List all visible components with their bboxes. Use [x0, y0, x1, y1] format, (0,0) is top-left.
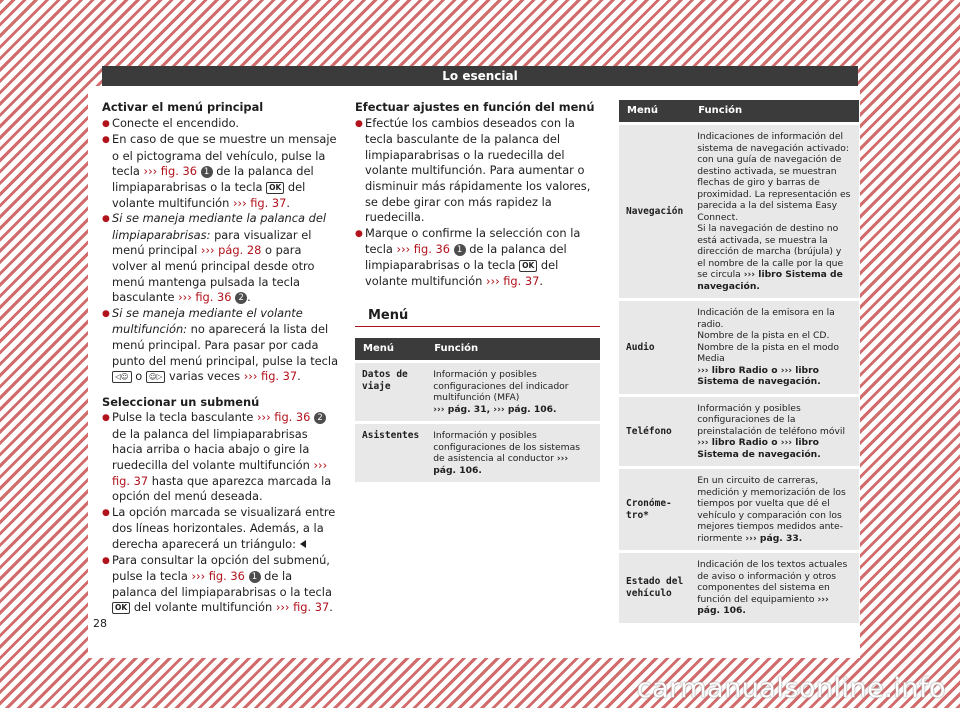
fig-link[interactable]: ››› fig. 37 — [485, 273, 540, 288]
fig-link[interactable]: ››› fig. 37 — [243, 369, 298, 384]
table-row — [619, 397, 859, 467]
list-item: ● Pulse la tecla basculante ››› fig. 36 2 de la palanca del limpiaparabrisas hacia arriba o hacia abajo o gire la ruedecilla del volante multifunción ››› fig. 37 hasta que aparezca marcada la opción del menú deseada. — [102, 410, 332, 504]
bullet-icon: ● — [355, 228, 363, 239]
page-link[interactable]: ››› pág. 106. — [433, 453, 569, 476]
table-row — [619, 553, 859, 623]
fig-link[interactable]: ››› fig. 37 — [112, 458, 328, 488]
table-row — [619, 469, 859, 550]
menu-cell: Estado del vehículo — [619, 553, 690, 623]
list-item: ● En caso de que se muestre un mensaje o el pictograma del vehículo, pulse la tecla ››› fig. 36 1 de la palanca del limpiaparabrisas o la tecla OK del volante multifunción ››› fig. 37. — [102, 132, 337, 210]
col-header-menu: Menú — [619, 100, 690, 122]
menu-cell: Teléfono — [619, 397, 690, 467]
function-cell: Información y posibles configuraciones del indicador multifunción (MFA) ››› pág. 31, ››› pág. 106. — [426, 363, 600, 421]
list-item: ● Marque o confirme la selección con la tecla ››› fig. 36 1 de la palanca del limpiaparabrisas o la tecla OK del volante multifunción ››› fig. 37. — [355, 225, 581, 288]
fig-link[interactable]: ››› fig. 36 — [191, 569, 245, 584]
fig-link[interactable]: ››› fig. 37 — [275, 600, 330, 615]
function-cell: Indicación de la emisora en la radio. Nombre de la pista en el CD. Nombre de la pista en el modo Media ››› libro Radio o ››› libro Sistema de navegación. — [690, 301, 859, 394]
fig-link[interactable]: ››› fig. 37 — [232, 195, 287, 210]
table-row — [355, 424, 600, 482]
function-cell: Indicación de los textos actuales de aviso o información y otros componentes del sistema en función del equipamiento ››› pág. 106. — [690, 553, 859, 623]
table-row — [619, 301, 859, 394]
menu-cell: Cronómetro* — [619, 469, 690, 550]
page-link[interactable]: ››› pág. 31, ››› pág. 106. — [433, 403, 557, 415]
callout-number: 2 — [314, 412, 326, 424]
book-link[interactable]: ››› libro Radio o ››› libro Sistema de navegación. — [697, 437, 821, 460]
table-row — [619, 125, 859, 298]
table-header-row — [619, 100, 859, 122]
book-link[interactable]: ››› libro Sistema de navegación. — [697, 269, 843, 292]
list-item: ● Efectúe los cambios deseados con la tecla basculante de la palanca del limpiaparabrisas o la ruedecilla del volante multifunción. Para aumentar o disminuir más rápidamente los valores, se debe girar con más rapidez la ruedecilla. — [355, 115, 591, 225]
callout-number: 2 — [235, 292, 247, 304]
section-title-menu: Menú — [355, 306, 600, 327]
fig-link[interactable]: ››› fig. 36 — [396, 242, 450, 257]
ok-key-icon: OK — [519, 260, 537, 272]
bullet-icon: ● — [102, 118, 110, 129]
callout-number: 1 — [454, 244, 466, 256]
menu-table-2 — [619, 97, 859, 626]
right-key-icon: ☺▷ — [146, 371, 166, 383]
fig-link[interactable]: ››› fig. 36 — [178, 290, 232, 305]
page-link[interactable]: ››› pág. 106. — [697, 593, 829, 616]
bullet-icon: ● — [102, 308, 110, 319]
page-link[interactable]: ››› pág. 33. — [745, 532, 803, 544]
bullet-icon: ● — [102, 507, 110, 518]
function-cell: Información y posibles configuraciones de la preinstalación de teléfono móvil ››› libro Radio o ››› libro Sistema de navegación. — [690, 397, 859, 467]
fig-link[interactable]: ››› fig. 36 — [256, 410, 311, 425]
function-cell: Información y posibles configuraciones de los sistemas de asistencia al conductor ››› pág. 106. — [426, 424, 600, 482]
function-cell: Indicaciones de información del sistema de navegación activado: con una guía de navegación de destino activada, se muestran flechas de giro y barras de proximidad. La representación es parecida a la del sistema Easy Connect. Si la navegación de destino no está activada, se muestra la dirección de marcha (brújula) y el nombre de la calle por la que se circula ››› libro Sistema de navegación. — [690, 125, 859, 298]
page-link[interactable]: ››› pág. 28 — [200, 243, 262, 258]
bullet-icon: ● — [355, 118, 363, 129]
column-left — [102, 100, 340, 616]
function-cell: En un circuito de carreras, medición y memorización de los tiempos por vuelta que dé el vehículo y comparación con los mejores tiempos medidos anteriormente ››› pág. 33. — [690, 469, 859, 550]
menu-cell: Navegación — [619, 125, 690, 298]
left-key-icon: ◁☺ — [112, 371, 132, 383]
section-header: Lo esencial — [102, 66, 858, 86]
column-middle — [355, 100, 600, 289]
fig-link[interactable]: ››› fig. 36 — [143, 164, 197, 179]
menu-cell: Asistentes — [355, 424, 426, 482]
triangle-left-icon — [300, 540, 306, 548]
bullet-icon: ● — [102, 214, 110, 225]
watermark: carmanualsonline.info — [636, 673, 946, 704]
heading-adjust-settings: Efectuar ajustes en función del menú — [355, 100, 595, 114]
heading-submenu: Seleccionar un submenú — [102, 394, 260, 409]
list-item: ● La opción marcada se visualizará entre dos líneas horizontales. Además, a la derecha aparecerá un triángulo: — [102, 504, 336, 552]
col-header-menu: Menú — [355, 338, 426, 360]
col-header-function: Función — [690, 100, 859, 122]
menu-table-1 — [355, 335, 600, 485]
list-item: ● Para consultar la opción del submenú, pulse la tecla ››› fig. 36 1 de la palanca del limpiaparabrisas o la tecla OK del volante multifunción ››› fig. 37. — [102, 552, 333, 615]
bullet-icon: ● — [102, 135, 110, 146]
menu-cell: Datos de viaje — [355, 363, 426, 421]
ok-key-icon: OK — [266, 182, 284, 194]
book-link[interactable]: ››› libro Radio o ››› libro Sistema de navegación. — [697, 364, 821, 387]
bullet-icon: ● — [102, 413, 110, 424]
list-item: ● Conecte el encendido. — [102, 116, 340, 133]
menu-cell: Audio — [619, 301, 690, 394]
callout-number: 1 — [249, 571, 261, 583]
list-item: ● Si se maneja mediante la palanca del limpiaparabrisas: para visualizar el menú principal ››› pág. 28 o para volver al menú principal desde otro menú mantenga pulsada la tecla basculante ››› fig. 36 2 . — [102, 211, 327, 305]
table-header-row — [355, 338, 600, 360]
table-row — [355, 363, 600, 421]
list-item: ● Si se maneja mediante el volante multifunción: no aparecerá la lista del menú principal. Para pasar por cada punto del menú principal, pulse la tecla ◁☺ o ☺▷ varias veces ››› fig. 37. — [102, 305, 339, 384]
col-header-function: Función — [426, 338, 600, 360]
page-number: 28 — [93, 617, 107, 630]
heading-activate-menu: Activar el menú principal — [102, 100, 264, 114]
ok-key-icon: OK — [112, 602, 130, 614]
callout-number: 1 — [201, 166, 213, 178]
bullet-icon: ● — [102, 555, 110, 566]
